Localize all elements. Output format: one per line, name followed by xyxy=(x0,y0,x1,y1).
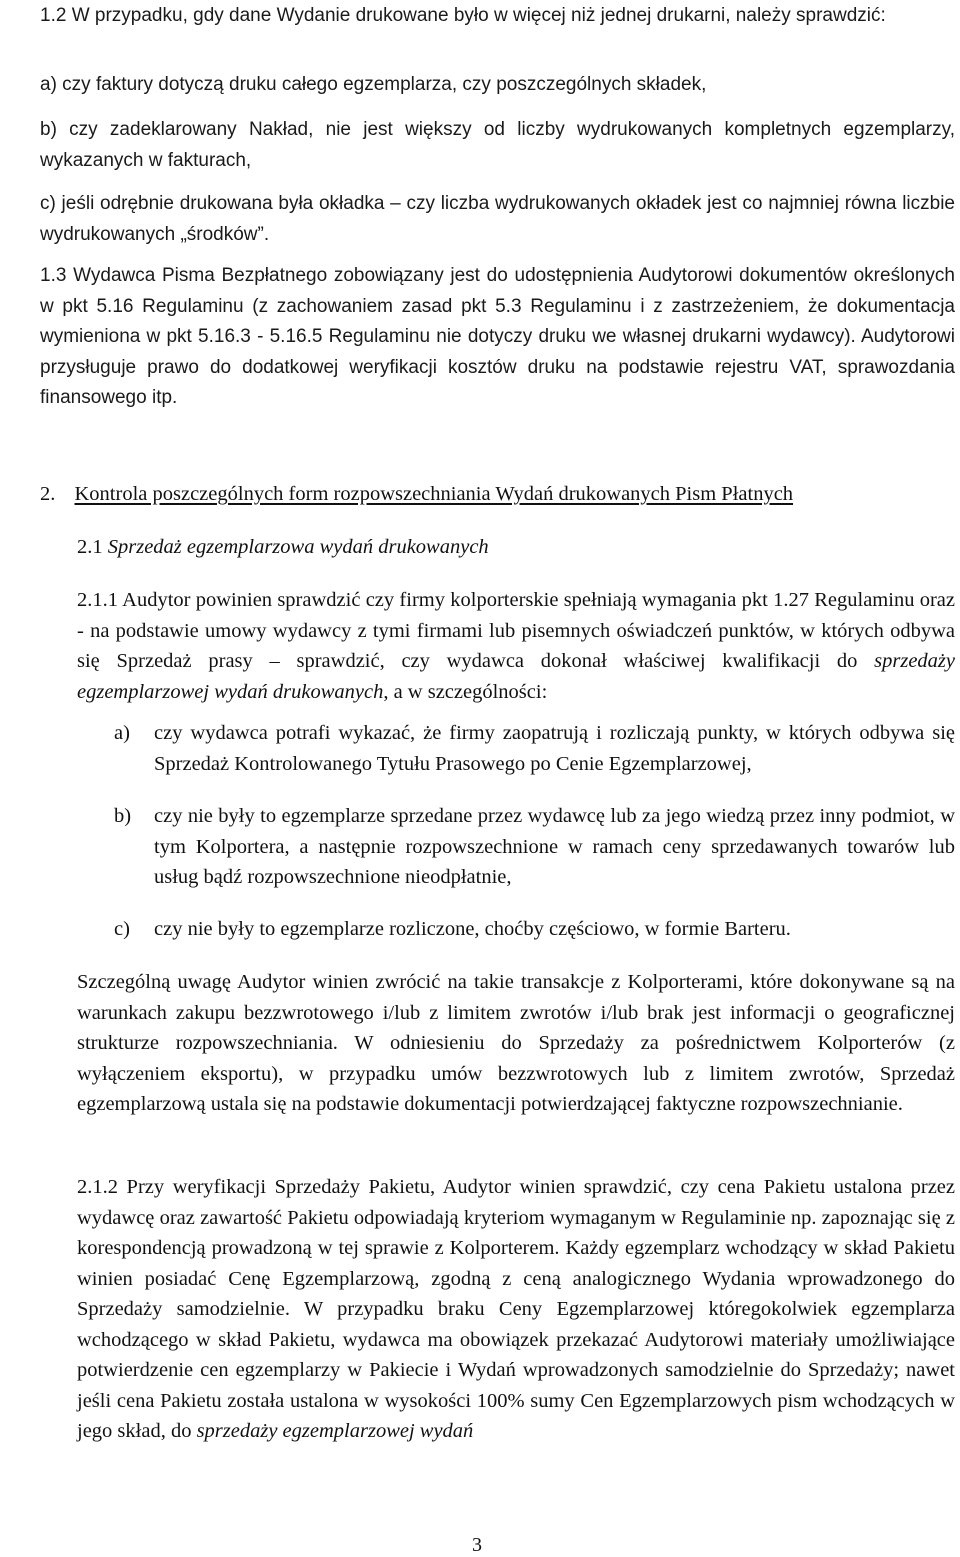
list-item-a-label: a) xyxy=(114,722,130,744)
section-2-1-1-paragraph xyxy=(77,585,955,707)
section-2-heading xyxy=(40,479,940,510)
section-2-1-1-italic-term: sprzedaży egzemplarzowej wydań drukowanych xyxy=(77,650,955,703)
section-2-title: Kontrola poszczególnych form rozpowszechniania Wydań drukowanych Pism Płatnych xyxy=(74,483,794,505)
list-item-a-text: czy wydawca potrafi wykazać, że firmy zaopatrują i rozliczają punkty, w których odbywa się Sprzedaż Kontrolowanego Tytułu Prasowego po Cenie Egzemplarzowej, xyxy=(154,722,955,775)
section-2-1-1-text-end: , a w szczególności: xyxy=(383,680,548,703)
section-2-1-2-text: 2.1.2 Przy weryfikacji Sprzedaży Pakietu, Audytor winien sprawdzić, czy cena Pakietu ustalona przez wydawcę oraz zawartość Pakietu odpowiadają kryteriom wymaganym w Regulaminie np. zapoznając się z korespondencją prowadzoną w tej sprawie z Kolporterem. Każdy egzemplarz wchodzący w skład Pakietu winien posiadać Cenę Egzemplarzową, zgodną z ceną analogicznego Wydania wprowadzonego do Sprzedaży samodzielnie. W przypadku braku Ceny Egzemplarzowej któregokolwiek egzemplarza wchodzącego w skład Pakietu, wydawca ma obowiązek przekazać Audytorowi materiały umożliwiające potwierdzenie cen egzemplarzy w Pakiecie i Wydań wprowadzonych samodzielnie do Sprzedaży; nawet jeśli cena Pakietu została ustalona w wysokości 100% sumy Cen Egzemplarzowych pism wchodzących w jego skład, do xyxy=(77,1176,955,1442)
list-item-c-text: czy nie były to egzemplarze rozliczone, choćby częściowo, w formie Barteru. xyxy=(154,918,791,940)
section-2-1-2-paragraph xyxy=(77,1172,955,1447)
list-item-b-label: b) xyxy=(114,805,132,827)
section-2-1-2-italic-term: sprzedaży egzemplarzowej wydań xyxy=(196,1420,474,1442)
section-1-2-item-a: a) czy faktury dotyczą druku całego egzemplarza, czy poszczególnych składek, xyxy=(40,74,707,95)
section-1-3-text-part1: 1.3 Wydawca Pisma Bezpłatnego zobowiązany jest do udostępnienia Audytorowi dokumentów określonych w pkt 5.16 Regulaminu (z zachowaniem zasad pkt 5.3 Regulaminu i z zastrzeżeniem, że dokumentacja wymieniona w pkt 5.16.3 - 5.16.5 Regulaminu nie dotyczy druku we własnej drukarni wydawcy). xyxy=(40,265,955,347)
section-1-3-text-part2: Audytorowi przysługuje prawo do dodatkowej weryfikacji kosztów druku na podstawie rejestru VAT, sprawozdania finansowego itp. xyxy=(40,326,955,408)
list-item-b-text: czy nie były to egzemplarze sprzedane przez wydawcę lub za jego wiedzą przez inny podmiot, w tym Kolportera, a następnie rozpowszechnione w ramach ceny sprzedawanych towarów lub usług bądź rozpowszechnione nieodpłatnie, xyxy=(154,805,955,888)
section-1-2-intro: 1.2 W przypadku, gdy dane Wydanie drukowane było w więcej niż jednej drukarni, należy sprawdzić: xyxy=(40,5,886,26)
section-2-1-title: Sprzedaż egzemplarzowa wydań drukowanych xyxy=(107,536,489,558)
section-1-2-item-b: b) czy zadeklarowany Nakład, nie jest większy od liczby wydrukowanych kompletnych egzemplarzy, wykazanych w fakturach, xyxy=(40,119,955,171)
page-number: 3 xyxy=(472,1534,482,1556)
list-item-c-label: c) xyxy=(114,918,130,940)
section-2-1-number: 2.1 xyxy=(77,536,103,558)
section-2-1-1-note: Szczególną uwagę Audytor winien zwrócić na takie transakcje z Kolporterami, które dokonywane są na warunkach zakupu bezzwrotowego i/lub z limitem zwrotów i/lub brak jest informacji o geograficznej strukturze rozpowszechniania. W odniesieniu do Sprzedaży za pośrednictwem Kolporterów (z wyłączeniem eksportu), w przypadku umów bezzwrotowych lub z limitem zwrotów, Sprzedaż egzemplarzową ustala się na podstawie dokumentacji potwierdzającej faktyczne rozpowszechnianie. xyxy=(77,971,955,1115)
section-2-1-1-text: 2.1.1 Audytor powinien sprawdzić czy firmy kolporterskie spełniają wymagania pkt 1.27 Regulaminu oraz - na podstawie umowy wydawcy z tymi firmami lub pisemnych oświadczeń punktów, w których odbywa się Sprzedaż prasy – sprawdzić, czy wydawca dokonał właściwej kwalifikacji do xyxy=(77,589,955,672)
section-2-1-heading xyxy=(77,532,947,563)
section-1-3-paragraph xyxy=(40,261,955,414)
section-1-2-item-c: c) jeśli odrębnie drukowana była okładka – czy liczba wydrukowanych okładek jest co najmniej równa liczbie wydrukowanych „środków”. xyxy=(40,193,955,245)
section-2-number: 2. xyxy=(40,483,56,505)
